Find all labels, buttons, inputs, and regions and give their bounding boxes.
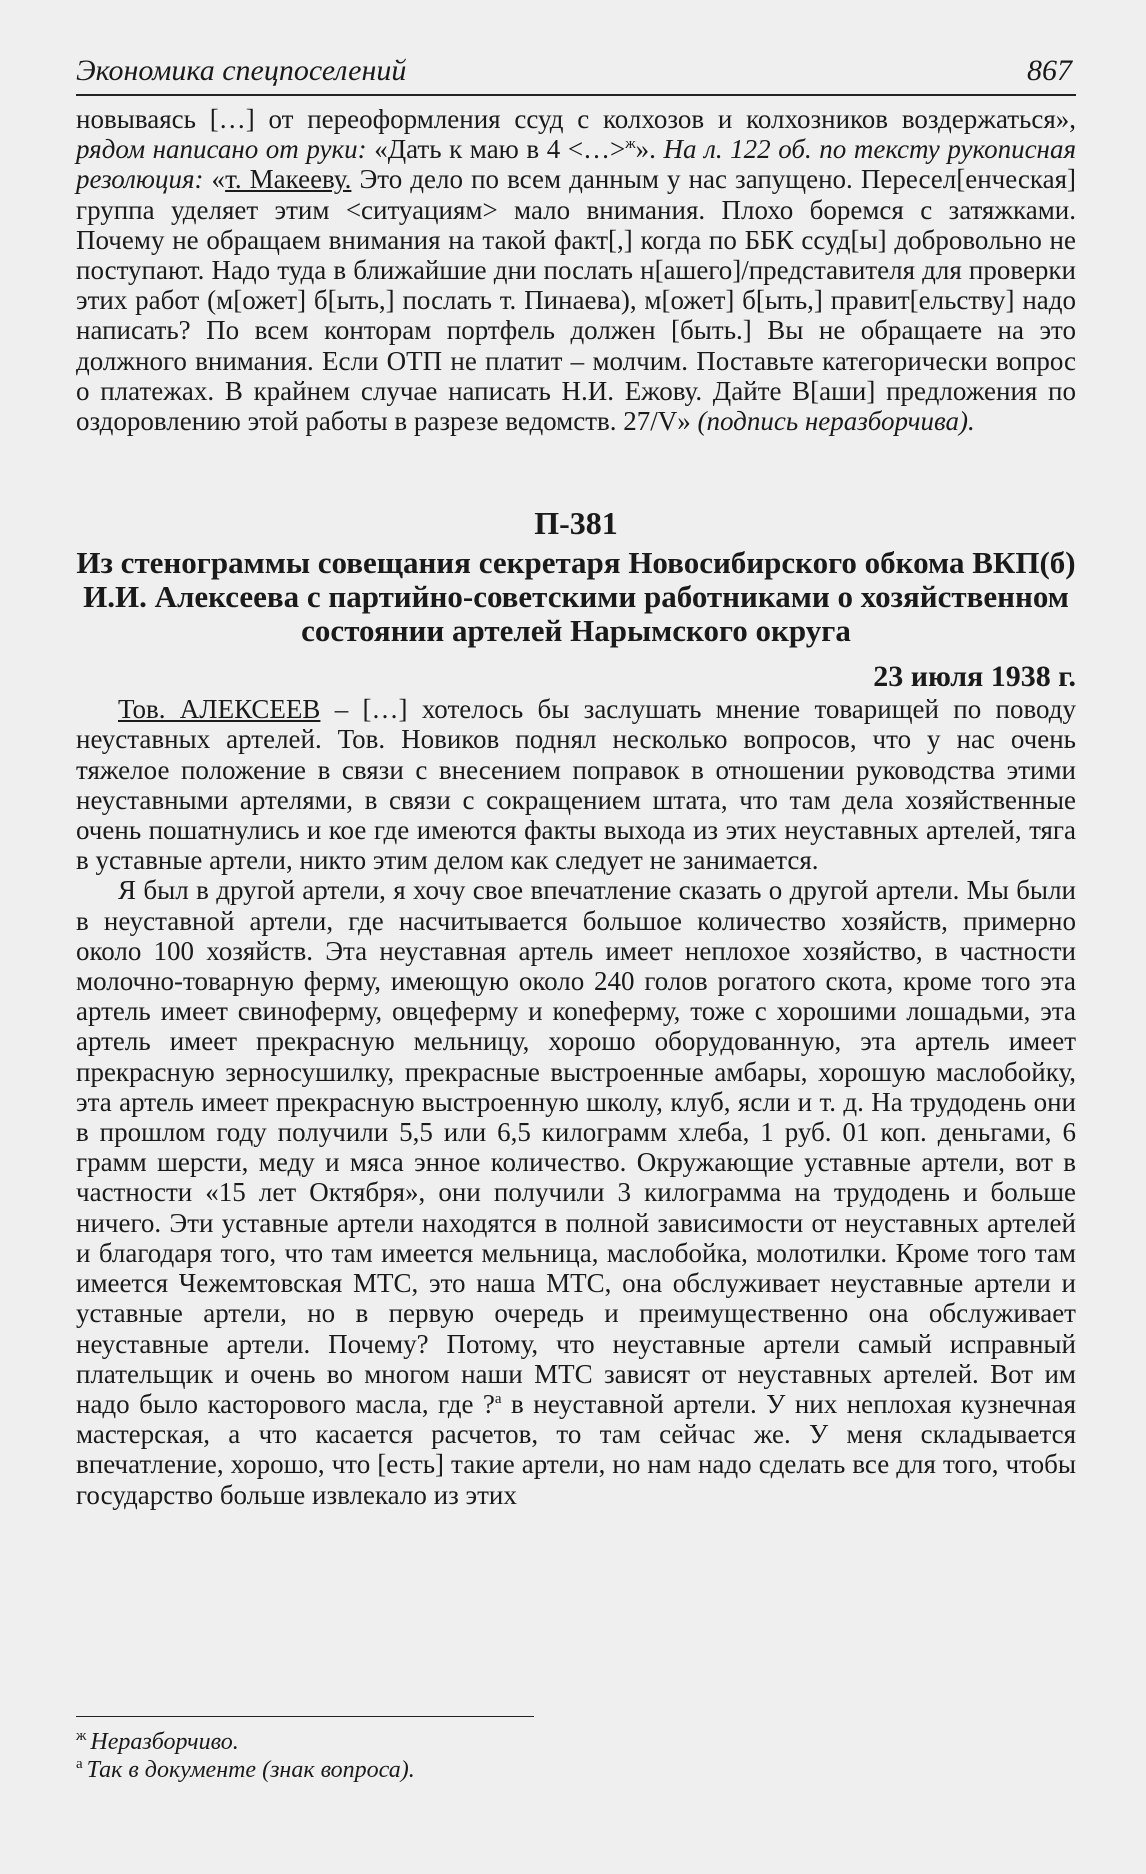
footnote-ref-a: а — [494, 1390, 502, 1407]
intro-text-4: ». — [635, 134, 664, 165]
intro-editorial-note-1: рядом написано от руки: — [76, 134, 367, 165]
document-title: Из стенограммы совещания секретаря Новосибирского обкома ВКП(б) И.И. Алексеева с партийно-советскими работниками о хозяйственном состоянии артелей Нарымского округа — [76, 545, 1076, 649]
intro-paragraph — [76, 104, 1076, 436]
footnote-ref-zh: ж — [625, 136, 636, 153]
paragraph-2 — [76, 875, 1076, 1509]
footnote-1-mark: ж — [76, 1728, 87, 1744]
paragraph-2-text-b: в неуставной артели. У них неплохая кузнечная мастерская, а что касается расчетов, то там сейчас же. У меня складывается впечатление, хорошо, что [есть] такие артели, но нам надо сделать все для того, чтобы государство больше извлекало из этих — [76, 1388, 1076, 1510]
page-content — [76, 104, 1076, 1510]
footnote-2-text: Так в документе (знак вопроса). — [86, 1757, 415, 1783]
footnote-divider — [76, 1716, 534, 1717]
footnote-1-text: Неразборчиво. — [90, 1729, 239, 1755]
intro-resolution-text: Это дело по всем данным у нас запущено. Пересел[енческая] группа уделяет этим <ситуациям> мало внимания. Плохо боремся с затяжками. Почему не обращаем внимания на такой факт[,] когда по ББК ссуд[ы] добровольно не поступают. Надо туда в ближайшие дни послать н[ашего]/представителя для проверки этих работ (м[ожет] б[ыть,] послать т. Пинаева), м[ожет] б[ыть,] правит[ельству] надо написать? По всем конторам портфель должен [быть.] Вы не обращаете на это должного внимания. Если ОТП не платит – молчим. Поставьте категорически вопрос о платежах. В крайнем случае написать Н.И. Ежову. Дайте В[аши] предложения по оздоровлению этой работы в разрезе ведомств. 27/V» — [76, 164, 1076, 437]
footnote-2-mark: а — [76, 1756, 83, 1772]
document-date: 23 июля 1938 г. — [873, 660, 1076, 694]
document-number: П-381 — [534, 505, 618, 542]
intro-signature-note: (подпись неразборчива). — [697, 406, 975, 437]
page-number: 867 — [1027, 54, 1072, 87]
intro-text-1: новываясь […] от переоформления ссуд с колхозов и колхозников воздержаться», — [76, 104, 1076, 134]
running-head-title: Экономика спецпоселений — [76, 54, 407, 87]
speaker-name: Тов. АЛЕКСЕЕВ — [118, 694, 321, 725]
running-head — [76, 44, 1076, 96]
intro-text-6: « — [203, 164, 226, 195]
footnotes — [76, 1728, 1076, 1784]
paragraph-2-text-a: Я был в другой артели, я хочу свое впечатление сказать о другой артели. Мы были в неуставной артели, где насчитывается большое количество хозяйств, примерно около 100 хозяйств. Эта неуставная артель имеет неплохое хозяйство, в частности молочно-товарную ферму, имеющую около 240 голов рогатого скота, кроме того эта артель имеет свиноферму, овцеферму и коneферму, тоже с хорошими лошадьми, эта артель имеет прекрасную мельницу, хорошо оборудованную, эта артель имеет прекрасную зерносушилку, прекрасные выстроенные амбары, хорошую маслобойку, эта артель имеет прекрасную выстроенную школу, клуб, ясли и т. д. На трудодень они в прошлом году получили 5,5 или 6,5 килограмм хлеба, 1 руб. 01 коп. деньгами, 6 грамм шерсти, меду и мяса энное количество. Окружающие уставные артели, вот в частности «15 лет Октября», они получили 3 килограмма на трудодень и больше ничего. Эти уставные артели находятся в полной зависимости от неуставных артелей и благодаря того, что там имеется мельница, маслобойка, молотилки. Кроме того там имеется Чежемтовская МТС, это наша МТС, она обслуживает неуставные артели и уставные артели, но в первую очередь и преимущественно она обслуживает неуставные артели. Почему? Потому, что неуставные артели самый исправный плательщик и очень во многом наши МТС зависят от неуставных артелей. Вот им надо было касторового масла, где ? — [76, 875, 1076, 1419]
footnote-2 — [76, 1756, 1076, 1784]
paragraph-1 — [76, 694, 1076, 875]
paragraph-1-text: – […] хотелось бы заслушать мнение товарищей по поводу неуставных артелей. Тов. Новиков поднял несколько вопросов, что у нас очень тяжелое положение в связи с внесением поправок в отношении руководства этими неуставными артелями, в связи с сокращением штата, что там дела хозяйственные очень пошатнулись и кое где имеются факты выхода из этих неуставных артелей, тяга в уставные артели, никто этим делом как следует не занимается. — [76, 694, 1076, 876]
footnote-1 — [76, 1728, 1076, 1756]
intro-editorial-note-2: На л. 122 об. по тексту рукописная резолюция: — [76, 134, 1076, 195]
intro-text-3: «Дать к маю в 4 <…> — [366, 134, 626, 165]
intro-addressee: т. Макееву. — [225, 164, 352, 195]
